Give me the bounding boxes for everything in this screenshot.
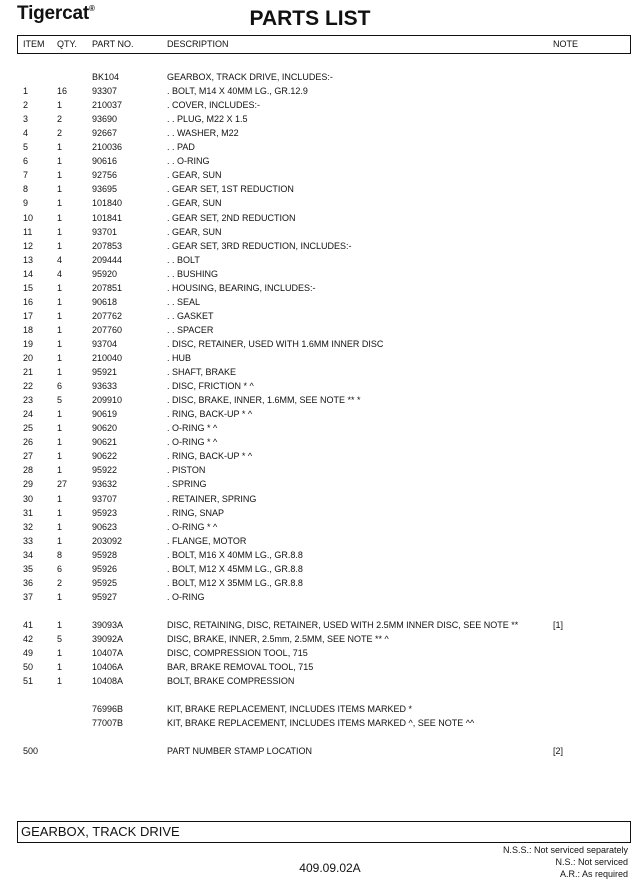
item-cell: 14 xyxy=(23,268,34,279)
description-cell: . . PLUG, M22 X 1.5 xyxy=(167,114,248,125)
qty-cell: 6 xyxy=(57,563,63,574)
part-number-cell: 209910 xyxy=(92,395,123,406)
table-row xyxy=(0,212,637,224)
qty-cell: 1 xyxy=(57,465,63,476)
qty-cell: 1 xyxy=(57,282,63,293)
table-row xyxy=(0,127,637,139)
table-row xyxy=(0,703,637,715)
description-cell: . RING, BACK-UP * ^ xyxy=(167,451,253,462)
description-cell: . . SPACER xyxy=(167,324,214,335)
table-row xyxy=(0,507,637,519)
item-cell: 28 xyxy=(23,465,34,476)
qty-cell: 27 xyxy=(57,479,68,490)
item-cell: 500 xyxy=(23,746,39,756)
description-cell: . . BOLT xyxy=(167,254,200,265)
column-header-note: NOTE xyxy=(553,39,579,49)
table-row xyxy=(0,155,637,167)
table-row xyxy=(0,619,637,631)
item-cell: 17 xyxy=(23,310,34,321)
part-number-cell: 210040 xyxy=(92,353,123,363)
description-cell: . GEAR SET, 2ND REDUCTION xyxy=(167,212,296,223)
part-number-cell: 207762 xyxy=(92,310,123,321)
part-number-cell: 90616 xyxy=(92,156,118,167)
table-row xyxy=(0,577,637,589)
table-row xyxy=(0,99,637,111)
description-cell: PART NUMBER STAMP LOCATION xyxy=(167,746,313,756)
item-cell: 35 xyxy=(23,563,34,574)
part-number-cell: 95925 xyxy=(92,577,118,588)
description-cell: . . GASKET xyxy=(167,310,214,321)
description-cell: . . PAD xyxy=(167,142,195,153)
item-cell: 37 xyxy=(23,591,34,602)
item-cell: 8 xyxy=(23,184,29,195)
table-row xyxy=(0,521,637,533)
item-cell: 20 xyxy=(23,353,34,363)
qty-cell: 1 xyxy=(57,620,63,630)
qty-cell: 5 xyxy=(57,395,63,406)
item-cell: 25 xyxy=(23,423,34,434)
part-number-cell: BK104 xyxy=(92,72,120,82)
description-cell: . DISC, FRICTION * ^ xyxy=(167,381,254,392)
table-row xyxy=(0,310,637,322)
part-number-cell: 95923 xyxy=(92,507,118,518)
description-cell: . FLANGE, MOTOR xyxy=(167,535,247,546)
table-row xyxy=(0,71,637,83)
qty-cell: 1 xyxy=(57,662,63,673)
page-title: PARTS LIST xyxy=(249,7,371,30)
table-row xyxy=(0,422,637,434)
part-number-cell: 93707 xyxy=(92,493,118,504)
qty-cell: 1 xyxy=(57,156,63,167)
part-number-cell: 90621 xyxy=(92,437,118,448)
part-number-cell: 207853 xyxy=(92,240,123,251)
qty-cell: 16 xyxy=(57,86,68,97)
item-cell: 49 xyxy=(23,648,34,659)
legend-ns: N.S.: Not serviced xyxy=(555,857,628,867)
part-number-cell: 39092A xyxy=(92,634,124,645)
table-row xyxy=(0,197,637,209)
item-cell: 26 xyxy=(23,437,34,448)
part-number-cell: 90623 xyxy=(92,521,118,532)
description-cell: BOLT, BRAKE COMPRESSION xyxy=(167,676,295,687)
description-cell: . GEAR, SUN xyxy=(167,170,222,181)
qty-cell: 2 xyxy=(57,128,63,139)
table-row xyxy=(0,394,637,406)
qty-cell: 1 xyxy=(57,676,63,687)
table-row xyxy=(0,647,637,659)
part-number-cell: 95921 xyxy=(92,367,118,378)
table-row xyxy=(0,338,637,350)
table-row xyxy=(0,254,637,266)
item-cell: 11 xyxy=(23,226,33,237)
item-cell: 15 xyxy=(23,282,34,293)
part-number-cell: 95922 xyxy=(92,465,118,476)
qty-cell: 1 xyxy=(57,324,63,335)
item-cell: 42 xyxy=(23,634,34,645)
item-cell: 5 xyxy=(23,142,29,153)
qty-cell: 1 xyxy=(57,521,63,532)
item-cell: 10 xyxy=(23,212,34,223)
item-cell: 34 xyxy=(23,549,34,560)
item-cell: 22 xyxy=(23,381,34,392)
qty-cell: 8 xyxy=(57,549,63,560)
description-cell: . HOUSING, BEARING, INCLUDES:- xyxy=(167,282,316,293)
qty-cell: 1 xyxy=(57,184,63,195)
description-cell: KIT, BRAKE REPLACEMENT, INCLUDES ITEMS MARKED * xyxy=(167,704,413,714)
qty-cell: 1 xyxy=(57,142,63,153)
table-row xyxy=(0,633,637,645)
description-cell: . HUB xyxy=(167,353,192,363)
item-cell: 1 xyxy=(23,86,29,97)
description-cell: . RETAINER, SPRING xyxy=(167,493,257,504)
column-header-item: ITEM xyxy=(23,39,45,49)
part-number-cell: 76996B xyxy=(92,704,124,714)
part-number-cell: 101841 xyxy=(92,212,123,223)
table-row xyxy=(0,436,637,448)
part-number-cell: 93632 xyxy=(92,479,118,490)
part-number-cell: 90618 xyxy=(92,296,118,307)
qty-cell: 2 xyxy=(57,577,63,588)
table-row xyxy=(0,324,637,336)
description-cell: . O-RING xyxy=(167,591,205,602)
part-number-cell: 10407A xyxy=(92,648,124,659)
description-cell: KIT, BRAKE REPLACEMENT, INCLUDES ITEMS MARKED ^, SEE NOTE ^^ xyxy=(167,718,475,728)
qty-cell: 1 xyxy=(57,591,63,602)
part-number-cell: 210037 xyxy=(92,100,123,111)
qty-cell: 4 xyxy=(57,268,63,279)
legend-nss: N.S.S.: Not serviced separately xyxy=(502,845,628,855)
description-cell: . O-RING * ^ xyxy=(167,521,218,532)
part-number-cell: 207760 xyxy=(92,324,123,335)
description-cell: . BOLT, M12 X 45MM LG., GR.8.8 xyxy=(167,563,303,574)
description-cell: . GEAR, SUN xyxy=(167,198,222,209)
table-row xyxy=(0,591,637,603)
part-number-cell: 93690 xyxy=(92,114,118,125)
description-cell: . GEAR SET, 3RD REDUCTION, INCLUDES:- xyxy=(167,240,352,251)
description-cell: . . WASHER, M22 xyxy=(167,128,239,139)
part-number-cell: 93633 xyxy=(92,381,118,392)
note-cell: [1] xyxy=(553,620,564,630)
qty-cell: 1 xyxy=(57,212,63,223)
item-cell: 23 xyxy=(23,395,34,406)
part-number-cell: 77007B xyxy=(92,718,124,728)
item-cell: 7 xyxy=(23,170,29,181)
qty-cell: 1 xyxy=(57,437,63,448)
item-cell: 30 xyxy=(23,493,34,504)
part-number-cell: 10406A xyxy=(92,662,124,673)
qty-cell: 1 xyxy=(57,100,63,111)
item-cell: 29 xyxy=(23,479,34,490)
qty-cell: 1 xyxy=(57,226,63,237)
description-cell: . COVER, INCLUDES:- xyxy=(167,100,261,111)
description-cell: . RING, SNAP xyxy=(167,507,225,518)
table-row xyxy=(0,85,637,97)
qty-cell: 1 xyxy=(57,170,63,181)
description-cell: . SPRING xyxy=(167,479,207,490)
abbreviation-legend xyxy=(503,844,628,880)
item-cell: 24 xyxy=(23,409,34,420)
legend-ar: A.R.: As required xyxy=(559,869,628,879)
item-cell: 33 xyxy=(23,535,34,546)
description-cell: . . O-RING xyxy=(167,156,210,167)
qty-cell: 1 xyxy=(57,648,63,659)
qty-cell: 1 xyxy=(57,409,63,420)
logo-text: Tigercat xyxy=(17,3,89,24)
table-row xyxy=(0,745,637,757)
qty-cell: 1 xyxy=(57,451,63,462)
item-cell: 19 xyxy=(23,338,34,349)
description-cell: . BOLT, M12 X 35MM LG., GR.8.8 xyxy=(167,577,303,588)
table-row xyxy=(0,141,637,153)
part-number-cell: 95928 xyxy=(92,549,118,560)
table-row xyxy=(0,380,637,392)
column-header-description: DESCRIPTION xyxy=(167,39,229,49)
qty-cell: 6 xyxy=(57,381,63,392)
part-number-cell: 90620 xyxy=(92,423,118,434)
item-cell: 6 xyxy=(23,156,29,167)
table-row xyxy=(0,464,637,476)
item-cell: 4 xyxy=(23,128,29,139)
note-cell: [2] xyxy=(553,746,564,756)
item-cell: 36 xyxy=(23,577,34,588)
description-cell: DISC, COMPRESSION TOOL, 715 xyxy=(167,648,308,659)
part-number-cell: 210036 xyxy=(92,142,123,153)
part-number-cell: 95927 xyxy=(92,591,118,602)
part-number-cell: 203092 xyxy=(92,535,123,546)
registered-mark: ® xyxy=(88,4,95,13)
table-row xyxy=(0,535,637,547)
table-row xyxy=(0,296,637,308)
item-cell: 21 xyxy=(23,367,34,378)
item-cell: 32 xyxy=(23,521,34,532)
item-cell: 13 xyxy=(23,254,34,265)
item-cell: 12 xyxy=(23,240,34,251)
item-cell: 16 xyxy=(23,296,34,307)
qty-cell: 1 xyxy=(57,423,63,434)
table-row xyxy=(0,113,637,125)
qty-cell: 1 xyxy=(57,535,63,546)
qty-cell: 4 xyxy=(57,254,63,265)
part-number-cell: 90619 xyxy=(92,409,118,420)
description-cell: DISC, RETAINING, DISC, RETAINER, USED WITH 2.5MM INNER DISC, SEE NOTE ** xyxy=(167,620,519,630)
description-cell: . O-RING * ^ xyxy=(167,437,218,448)
part-number-cell: 93704 xyxy=(92,338,118,349)
part-number-cell: 209444 xyxy=(92,254,123,265)
table-row xyxy=(0,563,637,575)
part-number-cell: 207851 xyxy=(92,282,123,293)
description-cell: . RING, BACK-UP * ^ xyxy=(167,409,253,420)
qty-cell: 1 xyxy=(57,198,63,209)
description-cell: . SHAFT, BRAKE xyxy=(167,367,237,378)
item-cell: 31 xyxy=(23,507,34,518)
table-row xyxy=(0,478,637,490)
item-cell: 51 xyxy=(23,676,34,687)
table-row xyxy=(0,268,637,280)
qty-cell: 1 xyxy=(57,507,63,518)
part-number-cell: 90622 xyxy=(92,451,118,462)
description-cell: . . SEAL xyxy=(167,296,201,307)
part-number-cell: 93695 xyxy=(92,184,118,195)
description-cell: BAR, BRAKE REMOVAL TOOL, 715 xyxy=(167,662,314,673)
item-cell: 2 xyxy=(23,100,29,111)
part-number-cell: 39093A xyxy=(92,620,124,630)
description-cell: DISC, BRAKE, INNER, 2.5mm, 2.5MM, SEE NOTE ** ^ xyxy=(167,634,389,645)
qty-cell: 1 xyxy=(57,310,63,321)
part-number-cell: 95926 xyxy=(92,563,118,574)
part-number-cell: 92756 xyxy=(92,170,118,181)
table-row xyxy=(0,352,637,364)
item-cell: 50 xyxy=(23,662,34,673)
item-cell: 3 xyxy=(23,114,29,125)
description-cell: GEARBOX, TRACK DRIVE, INCLUDES:- xyxy=(167,72,333,82)
description-cell: . DISC, BRAKE, INNER, 1.6MM, SEE NOTE ** * xyxy=(167,395,361,406)
description-cell: . . BUSHING xyxy=(167,268,219,279)
table-row xyxy=(0,183,637,195)
item-cell: 18 xyxy=(23,324,34,335)
table-row xyxy=(0,493,637,505)
item-cell: 27 xyxy=(23,451,34,462)
qty-cell: 5 xyxy=(57,634,63,645)
part-number-cell: 93701 xyxy=(92,226,118,237)
table-row xyxy=(0,717,637,729)
part-number-cell: 92667 xyxy=(92,128,118,139)
table-row xyxy=(0,661,637,673)
table-row xyxy=(0,169,637,181)
description-cell: . BOLT, M14 X 40MM LG., GR.12.9 xyxy=(167,86,308,97)
table-row xyxy=(0,549,637,561)
qty-cell: 1 xyxy=(57,367,63,378)
qty-cell: 1 xyxy=(57,353,63,363)
part-number-cell: 101840 xyxy=(92,198,123,209)
item-cell: 41 xyxy=(23,620,34,630)
part-number-cell: 95920 xyxy=(92,268,118,279)
table-row xyxy=(0,450,637,462)
table-row xyxy=(0,282,637,294)
table-row xyxy=(0,675,637,687)
description-cell: . GEAR SET, 1ST REDUCTION xyxy=(167,184,294,195)
table-row xyxy=(0,240,637,252)
part-number-cell: 93307 xyxy=(92,86,118,97)
assembly-title: GEARBOX, TRACK DRIVE xyxy=(21,824,180,839)
qty-cell: 2 xyxy=(57,114,63,125)
table-row xyxy=(0,226,637,238)
description-cell: . DISC, RETAINER, USED WITH 1.6MM INNER DISC xyxy=(167,338,384,349)
qty-cell: 1 xyxy=(57,493,63,504)
column-header-qty: QTY. xyxy=(57,39,77,49)
description-cell: . BOLT, M16 X 40MM LG., GR.8.8 xyxy=(167,549,303,560)
description-cell: . O-RING * ^ xyxy=(167,423,218,434)
description-cell: . PISTON xyxy=(167,465,206,476)
part-number-cell: 10408A xyxy=(92,676,124,687)
table-row xyxy=(0,366,637,378)
column-header-part-no: PART NO. xyxy=(92,39,134,49)
qty-cell: 1 xyxy=(57,296,63,307)
qty-cell: 1 xyxy=(57,240,63,251)
description-cell: . GEAR, SUN xyxy=(167,226,222,237)
qty-cell: 1 xyxy=(57,338,63,349)
item-cell: 9 xyxy=(23,198,29,209)
page-number: 409.09.02A xyxy=(299,861,361,875)
table-row xyxy=(0,408,637,420)
